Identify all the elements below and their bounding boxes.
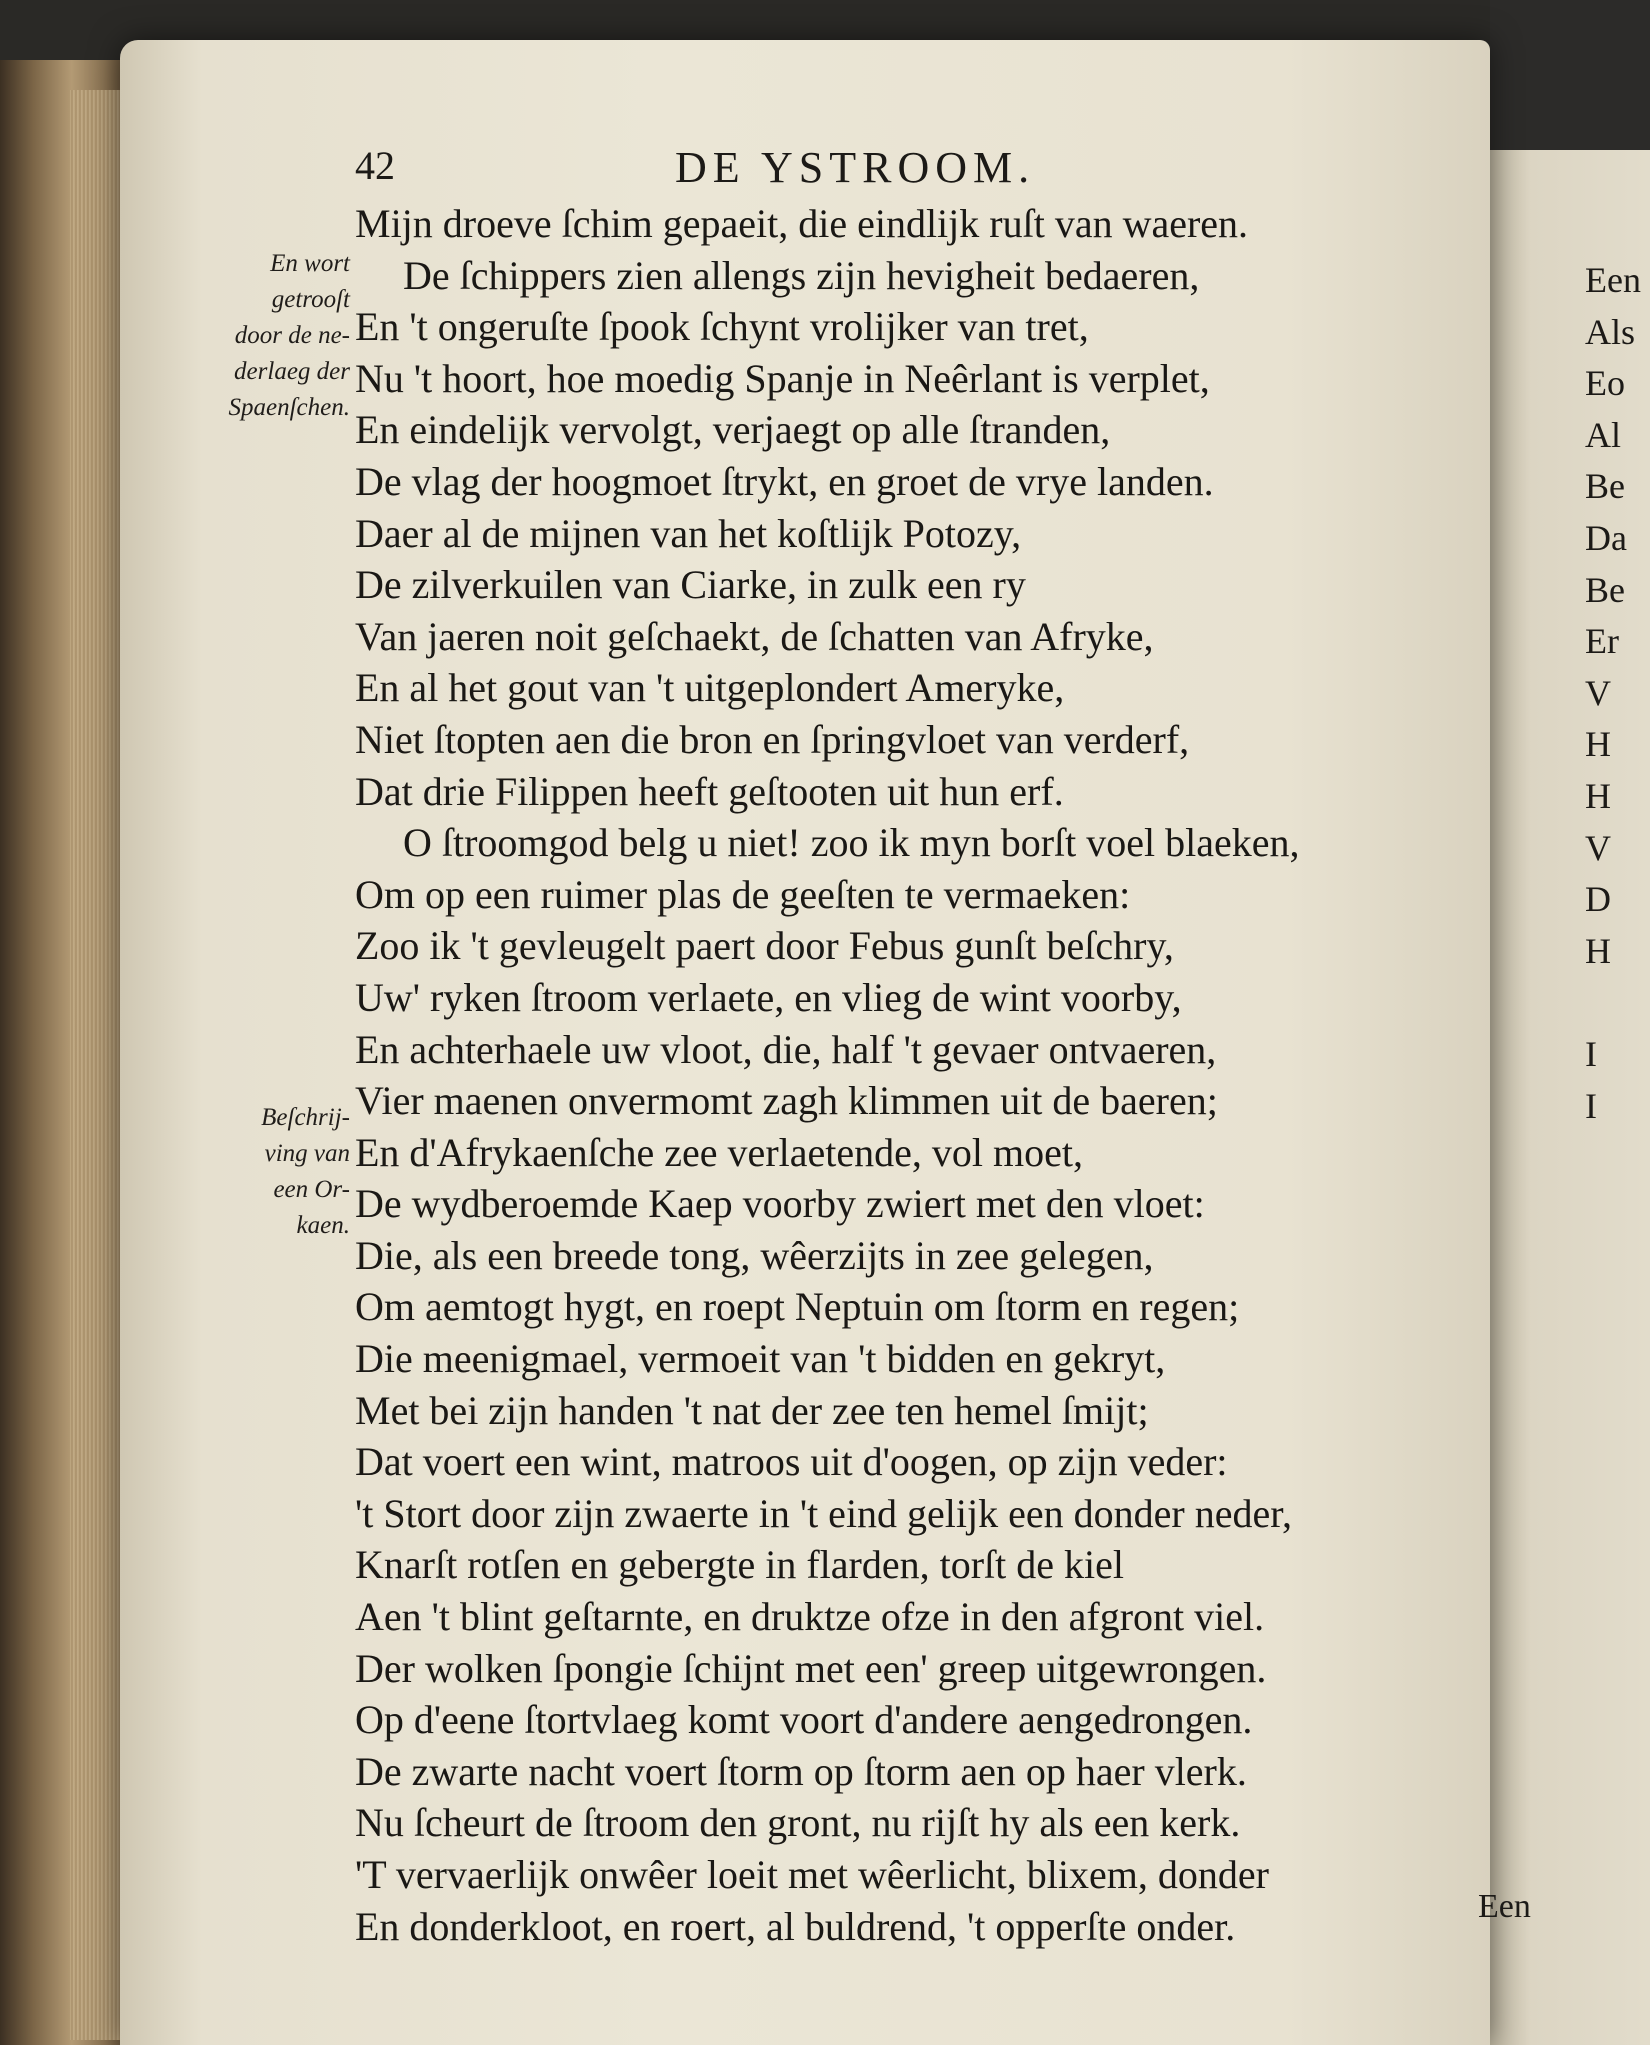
margin-note-line: getrooſt bbox=[271, 286, 350, 313]
poem-line: Om aemtogt hygt, en roept Neptuin om ſtorm en regen; bbox=[355, 1284, 1240, 1330]
background-corner bbox=[1490, 0, 1650, 150]
poem-line: En eindelijk vervolgt, verjaegt op alle ſtranden, bbox=[355, 407, 1111, 453]
poem-line: Die meenigmael, vermoeit van 't bidden en gekryt, bbox=[355, 1336, 1166, 1382]
margin-note-line: Beſchrij- bbox=[261, 1104, 350, 1131]
poem-line: De zilverkuilen van Ciarke, in zulk een ry bbox=[355, 562, 1026, 608]
right-fragment: Als bbox=[1585, 311, 1636, 352]
right-fragment: H bbox=[1585, 775, 1611, 816]
margin-note-1 bbox=[180, 246, 350, 426]
right-fragment: Da bbox=[1585, 517, 1627, 558]
poem-line: En d'Afrykaenſche zee verlaetende, vol moet, bbox=[355, 1129, 1083, 1175]
right-fragment: H bbox=[1585, 930, 1611, 971]
right-page-text-fragments bbox=[1585, 255, 1650, 1132]
poem-line: De wydberoemde Kaep voorby zwiert met den vloet: bbox=[355, 1181, 1205, 1227]
poem-line: Nu 't hoort, hoe moedig Spanje in Neêrlant is verplet, bbox=[355, 355, 1210, 401]
right-fragment: Al bbox=[1585, 414, 1621, 455]
right-fragment: V bbox=[1585, 827, 1611, 868]
poem-line: Zoo ik 't gevleugelt paert door Febus gunſt beſchry, bbox=[355, 923, 1174, 969]
poem-line: En achterhaele uw vloot, die, half 't gevaer ontvaeren, bbox=[355, 1026, 1217, 1072]
right-fragment: Be bbox=[1585, 569, 1625, 610]
right-fragment: Een bbox=[1585, 260, 1641, 300]
poem-line: De zwarte nacht voert ſtorm op ſtorm aen op haer vlerk. bbox=[355, 1748, 1247, 1794]
poem-text bbox=[355, 198, 1485, 1952]
right-fragment: I bbox=[1585, 1033, 1597, 1074]
poem-line: En donderkloot, en roert, al buldrend, 't opperſte onder. bbox=[355, 1903, 1236, 1949]
catchword: Een bbox=[1478, 1888, 1531, 1925]
poem-line: Van jaeren noit geſchaekt, de ſchatten van Afryke, bbox=[355, 613, 1154, 659]
poem-line: 'T vervaerlijk onwêer loeit met wêerlicht, blixem, donder bbox=[355, 1852, 1269, 1897]
margin-note-line: een Or- bbox=[273, 1176, 350, 1203]
margin-note-line: Spaenſchen. bbox=[228, 394, 350, 421]
right-fragment: H bbox=[1585, 724, 1611, 765]
poem-line: Met bei zijn handen 't nat der zee ten hemel ſmijt; bbox=[355, 1387, 1149, 1433]
poem-line: De vlag der hoogmoet ſtrykt, en groet de vrye landen. bbox=[355, 458, 1214, 504]
margin-note-line: door de ne- bbox=[234, 322, 350, 349]
right-fragment bbox=[1585, 977, 1650, 1029]
right-fragment: Er bbox=[1585, 621, 1619, 662]
margin-note-2 bbox=[180, 1100, 350, 1244]
poem-line: En al het gout van 't uitgeplondert Ameryke, bbox=[355, 665, 1065, 711]
poem-line: Nu ſcheurt de ſtroom den gront, nu rijſt hy als een kerk. bbox=[355, 1800, 1241, 1846]
margin-note-line: En wort bbox=[270, 250, 350, 277]
poem-line: O ſtroomgod belg u niet! zoo ik myn borſt voel blaeken, bbox=[403, 820, 1300, 866]
poem-line: En 't ongeruſte ſpook ſchynt vrolijker van tret, bbox=[355, 304, 1089, 350]
poem-line: 't Stort door zijn zwaerte in 't eind gelijk een donder neder, bbox=[355, 1490, 1292, 1536]
right-fragment: D bbox=[1585, 879, 1611, 920]
poem-line: Niet ſtopten aen die bron en ſpringvloet van verderf, bbox=[355, 716, 1190, 762]
running-title: DE YSTROOM. bbox=[675, 143, 1036, 192]
poem-line: Vier maenen onvermomt zagh klimmen uit de baeren; bbox=[355, 1078, 1218, 1124]
poem-line: Op d'eene ſtortvlaeg komt voort d'andere aengedrongen. bbox=[355, 1697, 1253, 1743]
margin-note-line: kaen. bbox=[296, 1212, 350, 1239]
right-fragment: I bbox=[1585, 1085, 1597, 1126]
poem-line: Om op een ruimer plas de geeſten te vermaeken: bbox=[355, 871, 1131, 917]
poem-line: Aen 't blint geſtarnte, en druktze ofze in den afgront viel. bbox=[355, 1594, 1265, 1640]
page-header bbox=[355, 142, 1235, 192]
right-fragment: Eo bbox=[1585, 363, 1625, 404]
poem-line: Dat voert een wint, matroos uit d'oogen, op zijn veder: bbox=[355, 1439, 1228, 1485]
poem-line: Mijn droeve ſchim gepaeit, die eindlijk ruſt van waeren. bbox=[355, 201, 1249, 246]
poem-line: Die, als een breede tong, wêerzijts in zee gelegen, bbox=[355, 1232, 1154, 1278]
poem-line: Daer al de mijnen van het koſtlijk Potozy, bbox=[355, 510, 1022, 556]
poem-line: De ſchippers zien allengs zijn hevigheit bedaeren, bbox=[403, 252, 1200, 298]
poem-line: Der wolken ſpongie ſchijnt met een' greep uitgewrongen. bbox=[355, 1645, 1267, 1691]
right-fragment: Be bbox=[1585, 466, 1625, 507]
poem-line: Dat drie Filippen heeft geſtooten uit hun erf. bbox=[355, 768, 1064, 814]
poem-line: Knarſt rotſen en gebergte in flarden, torſt de kiel bbox=[355, 1542, 1124, 1588]
margin-note-line: ving van bbox=[264, 1140, 350, 1167]
page-number: 42 bbox=[355, 143, 395, 188]
margin-note-line: derlaeg der bbox=[234, 358, 350, 385]
right-fragment: V bbox=[1585, 672, 1611, 713]
poem-line: Uw' ryken ſtroom verlaete, en vlieg de wint voorby, bbox=[355, 974, 1182, 1020]
